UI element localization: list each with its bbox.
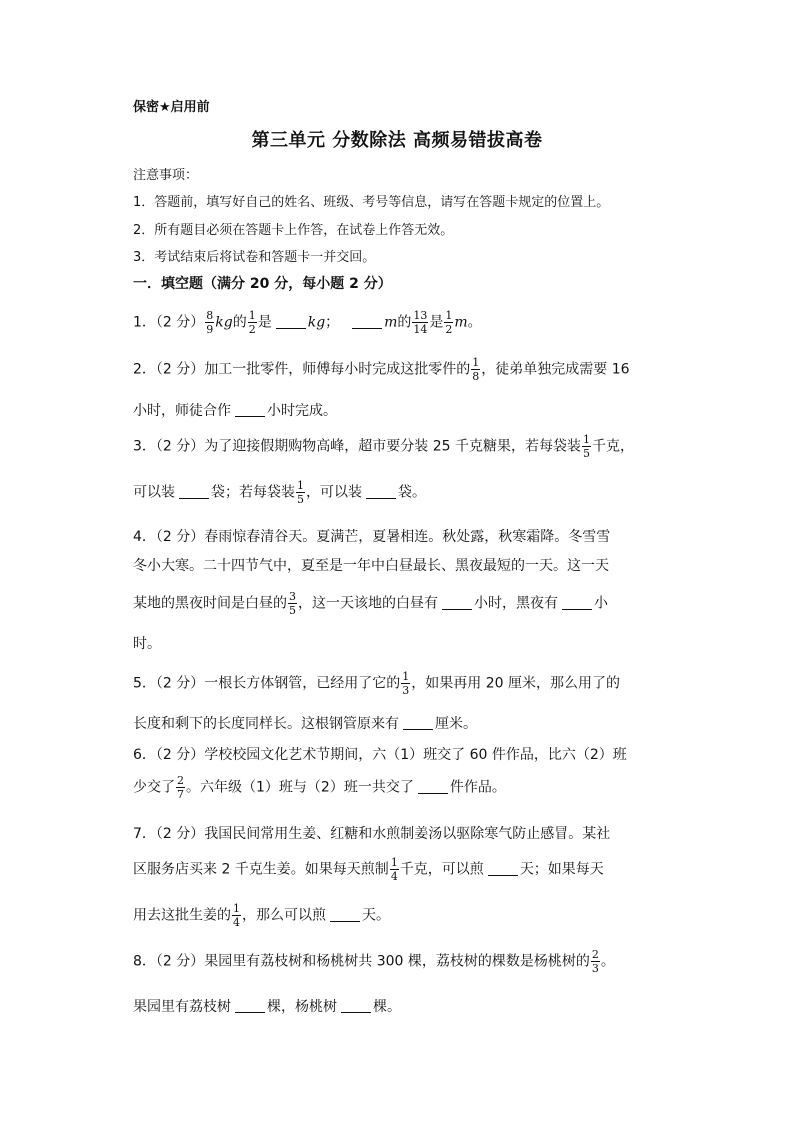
answer-blank[interactable] xyxy=(235,402,265,417)
question-4-line-3: 某地的黑夜时间是白昼的 $\frac{3}{5}$ ，这一天该地的白昼有 小时，黑夜有 小 xyxy=(133,590,608,617)
note-item-1: 1．答题前，填写好自己的姓名、班级、考号等信息，请写在答题卡规定的位置上。 xyxy=(133,195,610,210)
question-3-line-1: 3．（2 分）为了迎接假期购物高峰，超市要分装 25 千克糖果，若每袋装 $\frac{1}{5}$ 千克， xyxy=(133,433,634,460)
fraction: $\frac{3}{5}$ xyxy=(289,590,296,617)
fraction: $\frac{1}{5}$ xyxy=(582,433,590,460)
fraction: $\frac{1}{8}$ xyxy=(472,356,480,383)
answer-blank[interactable] xyxy=(276,314,306,329)
fraction: $\frac{2}{3}$ xyxy=(591,948,599,975)
fraction: $\frac{13}{14}$ xyxy=(413,309,428,336)
fraction: $\frac{1}{4}$ xyxy=(233,902,240,929)
note-item-3: 3．考试结束后将试卷和答题卡一并交回。 xyxy=(133,250,376,265)
fraction: $\frac{1}{2}$ xyxy=(248,309,256,336)
fraction: $\frac{1}{4}$ xyxy=(390,856,398,883)
note-item-2: 2．所有题目必须在答题卡上作答，在试卷上作答无效。 xyxy=(133,223,454,238)
answer-blank[interactable] xyxy=(403,715,433,730)
question-7-line-2: 区服务店买来 2 千克生姜。如果每天煎制 $\frac{1}{4}$ 千克，可以煎 天；如果每天 xyxy=(133,856,604,883)
question-2-line-1: 2．（2 分）加工一批零件，师傅每小时完成这批零件的 $\frac{1}{8}$ ，徒弟单独完成需要 16 xyxy=(133,356,630,383)
answer-blank[interactable] xyxy=(488,861,518,876)
question-6-line-2: 少交了 $\frac{2}{7}$ 。六年级（1）班与（2）班一共交了 件作品。 xyxy=(133,774,506,801)
section-title: 一．填空题（满分 20 分，每小题 2 分） xyxy=(133,276,392,292)
answer-blank[interactable] xyxy=(235,998,265,1013)
fraction: $\frac{8}{9}$ xyxy=(206,309,214,336)
answer-blank[interactable] xyxy=(442,595,472,610)
confidential-mark: 保密★启用前 xyxy=(133,100,210,115)
answer-blank[interactable] xyxy=(330,907,360,922)
question-7-line-1: 7．（2 分）我国民间常用生姜、红糖和水煎制姜汤以驱除寒气防止感冒。某社 xyxy=(133,826,611,842)
answer-blank[interactable] xyxy=(418,779,448,794)
fraction: $\frac{2}{7}$ xyxy=(177,774,184,801)
answer-blank[interactable] xyxy=(562,595,592,610)
answer-blank[interactable] xyxy=(179,484,209,499)
notes-title: 注意事项： xyxy=(133,168,199,183)
question-6-line-1: 6．（2 分）学校校园文化艺术节期间，六（1）班交了 60 件作品，比六（2）班 xyxy=(133,747,627,763)
question-8-line-2: 果园里有荔枝树 棵，杨桃树 棵。 xyxy=(133,999,401,1015)
question-2-line-2: 小时，师徒合作 小时完成。 xyxy=(133,403,337,419)
question-4-line-2: 冬小大寒。二十四节气中，夏至是一年中白昼最长、黑夜最短的一天。这一天 xyxy=(133,558,609,574)
question-5-line-2: 长度和剩下的长度同样长。这根钢管原来有 厘米。 xyxy=(133,716,477,732)
fraction: $\frac{1}{3}$ xyxy=(402,670,410,697)
question-4-line-4: 时。 xyxy=(133,636,161,652)
question-5-line-1: 5．（2 分）一根长方体钢管，已经用了它的 $\frac{1}{3}$ ，如果再用 20 厘米，那么用了的 xyxy=(133,670,620,697)
answer-blank[interactable] xyxy=(366,484,396,499)
question-1: 1．（2 分） $\frac{8}{9}$ kg的 $\frac{1}{2}$ 是 kg； m的 $\frac{13}{14}$ 是 $\frac{1}{2}$ m。 xyxy=(133,309,482,336)
fraction: $\frac{1}{2}$ xyxy=(445,309,453,336)
question-8-line-1: 8．（2 分）果园里有荔枝树和杨桃树共 300 棵，荔枝树的棵数是杨桃树的 $\frac{2}{3}$ 。 xyxy=(133,948,615,975)
question-7-line-3: 用去这批生姜的 $\frac{1}{4}$ ，那么可以煎 天。 xyxy=(133,902,390,929)
answer-blank[interactable] xyxy=(352,314,382,329)
fraction: $\frac{1}{5}$ xyxy=(297,479,304,506)
answer-blank[interactable] xyxy=(341,998,371,1013)
page-title: 第三单元 分数除法 高频易错拔高卷 xyxy=(251,130,543,151)
question-3-line-2: 可以装 袋；若每袋装 $\frac{1}{5}$ ，可以装 袋。 xyxy=(133,479,426,506)
question-4-line-1: 4．（2 分）春雨惊春清谷天。夏满芒，夏暑相连。秋处露，秋寒霜降。冬雪雪 xyxy=(133,529,611,545)
